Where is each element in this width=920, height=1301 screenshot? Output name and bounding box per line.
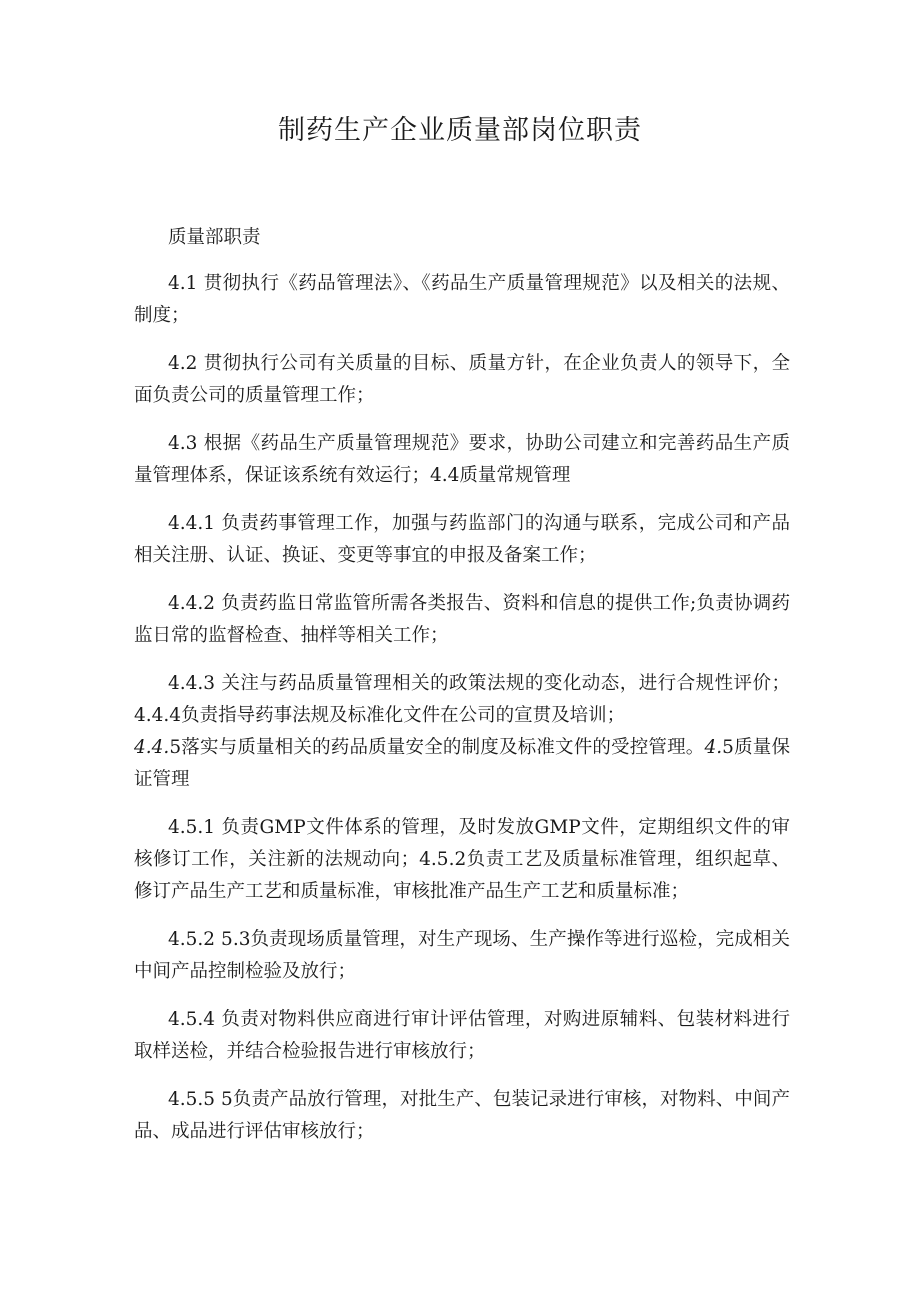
paragraph-4-1: 4.1 贯彻执行《药品管理法》、《药品生产质量管理规范》以及相关的法规、制度；	[134, 273, 790, 326]
paragraph-4-4-5-body: 5落实与质量相关的药品质量安全的制度及标准文件的受控管理。	[169, 737, 705, 758]
document-title: 制药生产企业质量部岗位职责	[278, 115, 642, 146]
paragraph-4-5-5: 4.5.5 5负责产品放行管理，对批生产、包装记录进行审核，对物料、中间产品、成品进行评估审核放行；	[134, 1089, 790, 1142]
document-body	[134, 222, 790, 1164]
paragraph-4-4-5	[134, 732, 790, 796]
paragraph-4-4-2: 4.4.2 负责药监日常监管所需各类报告、资料和信息的提供工作;负责协调药监日常的监督检查、抽样等相关工作；	[134, 593, 790, 646]
paragraph-4-4-3: 4.4.3 关注与药品质量管理相关的政策法规的变化动态，进行合规性评价；4.4.4负责指导药事法规及标准化文件在公司的宣贯及培训；	[134, 673, 790, 726]
paragraph-4-4-1: 4.4.1 负责药事管理工作，加强与药监部门的沟通与联系，完成公司和产品相关注册、认证、换证、变更等事宜的申报及备案工作；	[134, 513, 790, 566]
paragraph-4-5-3: 4.5.2 5.3负责现场质量管理，对生产现场、生产操作等进行巡检，完成相关中间产品控制检验及放行；	[134, 929, 790, 982]
paragraph-4-4-5-suffix: 4.	[704, 737, 723, 758]
paragraph-4-2: 4.2 贯彻执行公司有关质量的目标、质量方针，在企业负责人的领导下，全面负责公司的质量管理工作；	[134, 353, 790, 406]
section-heading: 质量部职责	[168, 227, 261, 248]
paragraph-4-4-5-prefix: 4.4.	[134, 737, 170, 758]
paragraph-4-4-5-tail: 5质量保证管理	[134, 737, 790, 790]
paragraph-4-5-1: 4.5.1 负责GMP文件体系的管理，及时发放GMP文件，定期组织文件的审核修订工作，关注新的法规动向；4.5.2负责工艺及质量标准管理，组织起草、修订产品生产工艺和质量标准，审核批准产品生产工艺和质量标准；	[134, 817, 790, 902]
paragraph-4-3: 4.3 根据《药品生产质量管理规范》要求，协助公司建立和完善药品生产质量管理体系，保证该系统有效运行；4.4质量常规管理	[134, 433, 790, 486]
paragraph-4-5-4: 4.5.4 负责对物料供应商进行审计评估管理，对购进原辅料、包装材料进行取样送检，并结合检验报告进行审核放行；	[134, 1009, 790, 1062]
